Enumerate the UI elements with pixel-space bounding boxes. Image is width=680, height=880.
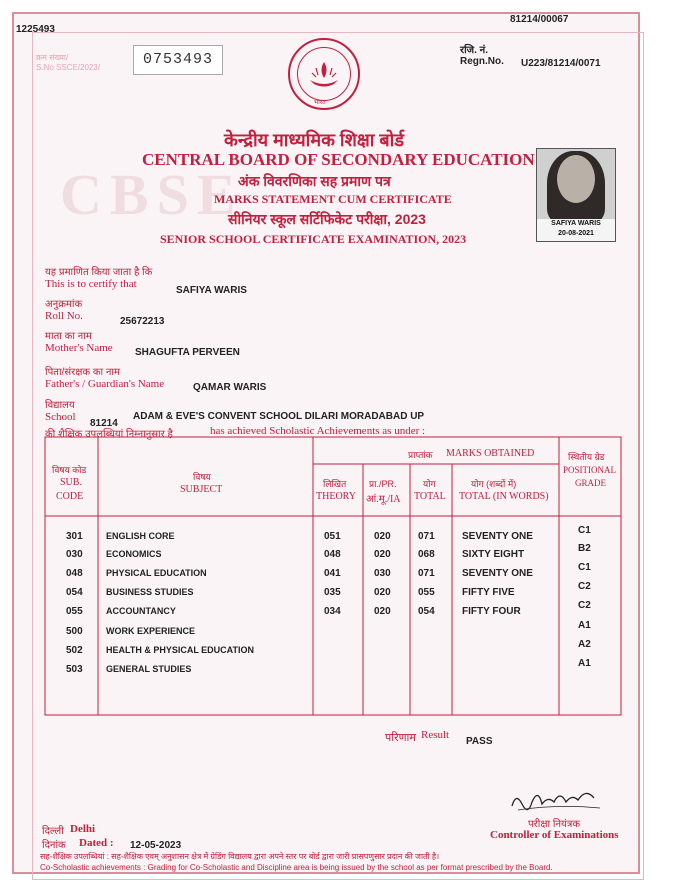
row-total: 071 [418, 568, 435, 579]
col-marks-en: MARKS OBTAINED [446, 448, 535, 459]
exam-name-hindi: सीनियर स्कूल सर्टिफिकेट परीक्षा, 2023 [228, 211, 426, 227]
dated-hi: दिनांक [42, 840, 66, 851]
controller-label-hi: परीक्षा नियंत्रक [528, 819, 581, 830]
controller-signature [508, 782, 608, 818]
col-subject-hi: विषय [193, 472, 211, 482]
father-name: QAMAR WARIS [193, 382, 267, 393]
row-pr: 020 [374, 587, 391, 598]
candidate-name: SAFIYA WARIS [176, 285, 247, 296]
row-theory: 041 [324, 568, 341, 579]
result-value: PASS [466, 736, 493, 747]
row-grade: C1 [578, 562, 591, 573]
row-code: 502 [66, 645, 83, 656]
col-pr-en: आं.मू./IA [366, 494, 401, 505]
doc-type-english: MARKS STATEMENT CUM CERTIFICATE [214, 192, 452, 206]
serial-label-hi: क्रम संख्या/ [36, 53, 69, 62]
col-pr-hi: प्रा./PR. [369, 479, 397, 489]
row-theory: 035 [324, 587, 341, 598]
row-total: 071 [418, 531, 435, 542]
logo-bottom-text: भारत [314, 100, 326, 106]
place-en: Delhi [70, 823, 96, 835]
school-name: ADAM & EVE'S CONVENT SCHOOL DILARI MORADABAD UP [133, 411, 425, 422]
school-label-en: School [45, 411, 76, 423]
achieved-label-en: has achieved Scholastic Achievements as under : [210, 425, 426, 437]
col-code-en-1: SUB. [60, 477, 82, 488]
col-marks-hi: प्राप्तांक [408, 450, 433, 460]
row-grade: A2 [578, 639, 591, 650]
mother-name: SHAGUFTA PERVEEN [135, 347, 240, 358]
regn-label-en: Regn.No. [460, 56, 504, 67]
row-pr: 020 [374, 531, 391, 542]
result-label-en: Result [421, 729, 450, 741]
row-code: 054 [66, 587, 83, 598]
row-subject: ENGLISH CORE [106, 531, 175, 541]
row-total: 054 [418, 606, 435, 617]
row-grade: C2 [578, 581, 591, 592]
row-theory: 048 [324, 549, 341, 560]
col-words-hi: योग (शब्दों में) [471, 479, 517, 489]
col-subject-en: SUBJECT [180, 484, 223, 495]
controller-label-en: Controller of Examinations [490, 829, 619, 841]
photo-caption-name: SAFIYA WARIS [551, 220, 601, 227]
row-code: 301 [66, 531, 83, 542]
footnote-english: Co-Scholastic achievements : Grading for Co-Scholastic and Discipline area is being issued by the school as per format prescribed by the Board. [40, 863, 553, 872]
achieved-label-hi: की शैक्षिक उपलब्धियां निम्नानुसार है [45, 429, 173, 440]
col-code-en-2: CODE [56, 491, 84, 502]
row-subject: GENERAL STUDIES [106, 664, 192, 674]
row-total-words: SEVENTY ONE [462, 568, 533, 579]
row-subject: HEALTH & PHYSICAL EDUCATION [106, 645, 255, 655]
col-grade-hi: स्थितीय ग्रेड [568, 452, 605, 462]
father-label-en: Father's / Guardian's Name [45, 378, 165, 390]
row-theory: 034 [324, 606, 341, 617]
regn-label-hi: रजि. नं. [460, 45, 488, 56]
exam-name-english: SENIOR SCHOOL CERTIFICATE EXAMINATION, 2023 [160, 232, 467, 246]
row-theory: 051 [324, 531, 341, 542]
col-theory-hi: लिखित [323, 479, 347, 489]
document-id: 1225493 [16, 24, 55, 35]
row-pr: 020 [374, 549, 391, 560]
col-code-hi: विषय कोड [52, 465, 87, 475]
dated-en: Dated : [79, 837, 114, 849]
footnote-hindi: सह-शैक्षिक उपलब्धियां : सह-शैक्षिक एवम् अनुशासन क्षेत्र में ग्रेडिंग विद्यालय द्वारा अपने स्तर पर बोर्ड द्वारा जारी प्रासपणुसार प्रदान की जाती है। [40, 852, 440, 861]
col-total-hi: योग [423, 479, 436, 489]
col-words-en: TOTAL (IN WORDS) [459, 491, 549, 502]
row-code: 500 [66, 626, 83, 637]
certify-label-hi: यह प्रमाणित किया जाता है कि [45, 267, 153, 278]
serial-number: 0753493 [133, 45, 223, 75]
regn-number: U223/81214/0071 [521, 58, 601, 69]
watermark-band: CBSE [60, 162, 244, 227]
row-grade: B2 [578, 543, 591, 554]
col-total-en: TOTAL [414, 491, 446, 502]
mother-label-hi: माता का नाम [45, 331, 92, 342]
row-subject: PHYSICAL EDUCATION [106, 568, 207, 578]
row-grade: A1 [578, 658, 591, 669]
school-code: 81214 [90, 418, 118, 429]
row-subject: ACCOUNTANCY [106, 606, 176, 616]
place-hi: दिल्ली [42, 826, 64, 837]
result-label-hi: परिणाम [385, 732, 416, 744]
row-grade: C2 [578, 600, 591, 611]
row-pr: 030 [374, 568, 391, 579]
row-total-words: SEVENTY ONE [462, 531, 533, 542]
col-theory-en: THEORY [316, 491, 356, 502]
row-total: 055 [418, 587, 435, 598]
row-code: 048 [66, 568, 83, 579]
row-grade: C1 [578, 525, 591, 536]
col-grade-en-2: GRADE [575, 478, 606, 488]
mother-label-en: Mother's Name [45, 342, 113, 354]
doc-type-hindi: अंक विवरणिका सह प्रमाण पत्र [238, 173, 391, 189]
father-label-hi: पिता/संरक्षक का नाम [45, 367, 120, 378]
row-code: 030 [66, 549, 83, 560]
row-total: 068 [418, 549, 435, 560]
certify-label-en: This is to certify that [45, 278, 137, 290]
row-subject: ECONOMICS [106, 549, 162, 559]
roll-label-en: Roll No. [45, 310, 83, 322]
board-name-hindi: केन्द्रीय माध्यमिक शिक्षा बोर्ड [224, 130, 404, 150]
row-subject: BUSINESS STUDIES [106, 587, 194, 597]
row-total-words: FIFTY FOUR [462, 606, 521, 617]
roll-label-hi: अनुक्रमांक [45, 299, 83, 310]
row-grade: A1 [578, 620, 591, 631]
board-name-english: CENTRAL BOARD OF SECONDARY EDUCATION [142, 150, 535, 169]
row-total-words: FIFTY FIVE [462, 587, 515, 598]
row-total-words: SIXTY EIGHT [462, 549, 525, 560]
row-code: 055 [66, 606, 83, 617]
issue-date: 12-05-2023 [130, 840, 182, 851]
school-label-hi: विद्यालय [45, 400, 75, 411]
col-grade-en-1: POSITIONAL [563, 465, 616, 475]
roll-number: 25672213 [120, 316, 165, 327]
serial-label-en: S.No SSCE/2023/ [36, 63, 101, 72]
row-subject: WORK EXPERIENCE [106, 626, 196, 636]
certificate-id: 81214/00067 [510, 14, 569, 25]
row-pr: 020 [374, 606, 391, 617]
photo-caption-date: 20-08-2021 [558, 230, 594, 237]
row-code: 503 [66, 664, 83, 675]
